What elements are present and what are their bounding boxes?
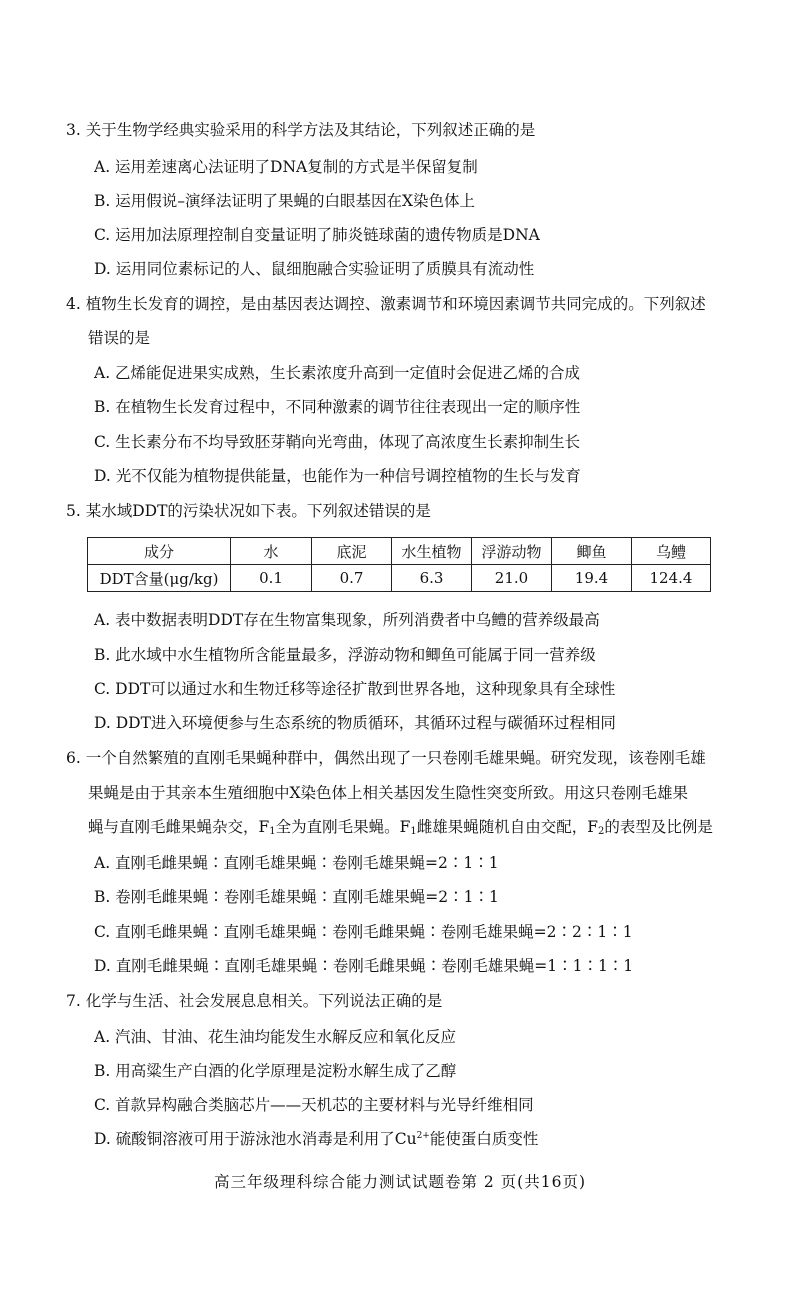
table-header-cell: 乌鳢 — [632, 538, 711, 565]
question-5-option-b: B. 此水域中水生植物所含能量最多，浮游动物和鲫鱼可能属于同一营养级 — [94, 646, 596, 664]
question-7-option-d — [94, 1128, 538, 1150]
question-4-stem-cont: 错误的是 — [88, 329, 151, 347]
table-header-row — [88, 538, 711, 565]
table-header-cell: 水 — [231, 538, 312, 565]
question-3-option-c: C. 运用加法原理控制自变量证明了肺炎链球菌的遗传物质是DNA — [94, 226, 540, 244]
table-cell: 124.4 — [632, 565, 711, 592]
table-cell: 6.3 — [392, 565, 472, 592]
question-4-option-d: D. 光不仅能为植物提供能量，也能作为一种信号调控植物的生长与发育 — [94, 467, 581, 485]
stem-text: 的表型及比例是 — [604, 818, 713, 836]
question-3-stem: 3. 关于生物学经典实验采用的科学方法及其结论，下列叙述正确的是 — [66, 121, 536, 139]
superscript: 2+ — [416, 1131, 430, 1141]
question-7-option-a: A. 汽油、甘油、花生油均能发生水解反应和氧化反应 — [94, 1028, 457, 1046]
option-text: D. 硫酸铜溶液可用于游泳池水消毒是利用了Cu — [94, 1130, 417, 1148]
question-4-option-b: B. 在植物生长发育过程中，不同种激素的调节往往表现出一定的顺序性 — [94, 398, 581, 416]
question-6-stem-cont-2 — [88, 816, 713, 838]
table-row — [88, 565, 711, 592]
question-4-option-a: A. 乙烯能促进果实成熟，生长素浓度升高到一定值时会促进乙烯的合成 — [94, 364, 581, 382]
question-3-option-a: A. 运用差速离心法证明了DNA复制的方式是半保留复制 — [94, 158, 478, 176]
question-6-option-c: C. 直刚毛雌果蝇∶直刚毛雄果蝇∶卷刚毛雌果蝇∶卷刚毛雄果蝇=2∶2∶1∶1 — [94, 923, 633, 941]
question-6-option-b: B. 卷刚毛雌果蝇∶卷刚毛雄果蝇∶直刚毛雄果蝇=2∶1∶1 — [94, 888, 499, 906]
question-6-stem-cont: 果蝇是由于其亲本生殖细胞中X染色体上相关基因发生隐性突变所致。用这只卷刚毛雄果 — [88, 784, 689, 802]
question-5-option-a: A. 表中数据表明DDT存在生物富集现象，所列消费者中乌鳢的营养级最高 — [94, 611, 600, 629]
stem-text: 雌雄果蝇随机自由交配，F — [416, 818, 599, 836]
option-text: 能使蛋白质变性 — [429, 1130, 539, 1148]
question-6-stem: 6. 一个自然繁殖的直刚毛果蝇种群中，偶然出现了一只卷刚毛雄果蝇。研究发现，该卷刚毛雄 — [66, 749, 706, 767]
question-7-option-c: C. 首款异构融合类脑芯片——天机芯的主要材料与光导纤维相同 — [94, 1096, 534, 1114]
stem-text: 全为直刚毛果蝇。F — [275, 818, 411, 836]
question-5-option-c: C. DDT可以通过水和生物迁移等途径扩散到世界各地，这种现象具有全球性 — [94, 680, 616, 698]
table-header-cell: 水生植物 — [392, 538, 472, 565]
question-5-option-d: D. DDT进入环境便参与生态系统的物质循环，其循环过程与碳循环过程相同 — [94, 714, 616, 732]
question-6-option-a: A. 直刚毛雌果蝇∶直刚毛雄果蝇∶卷刚毛雄果蝇=2∶1∶1 — [94, 854, 499, 872]
table-cell: 0.7 — [312, 565, 392, 592]
table-cell: 0.1 — [231, 565, 312, 592]
question-7-option-b: B. 用高粱生产白酒的化学原理是淀粉水解生成了乙醇 — [94, 1062, 457, 1080]
table-header-cell: 成分 — [88, 538, 231, 565]
table-header-cell: 浮游动物 — [472, 538, 552, 565]
stem-text: 蝇与直刚毛雌果蝇杂交，F — [88, 818, 270, 836]
subscript: 1 — [410, 826, 417, 837]
question-4-stem: 4. 植物生长发育的调控，是由基因表达调控、激素调节和环境因素调节共同完成的。下列叙述 — [66, 295, 706, 313]
table-cell: 19.4 — [552, 565, 632, 592]
table-row-label: DDT含量(μg/kg) — [88, 565, 231, 592]
question-4-option-c: C. 生长素分布不均导致胚芽鞘向光弯曲，体现了高浓度生长素抑制生长 — [94, 433, 581, 451]
table-header-cell: 底泥 — [312, 538, 392, 565]
question-7-stem: 7. 化学与生活、社会发展息息相关。下列说法正确的是 — [66, 992, 443, 1010]
table-cell: 21.0 — [472, 565, 552, 592]
question-6-option-d: D. 直刚毛雌果蝇∶直刚毛雄果蝇∶卷刚毛雌果蝇∶卷刚毛雄果蝇=1∶1∶1∶1 — [94, 957, 634, 975]
subscript: 2 — [598, 826, 605, 837]
subscript: 1 — [269, 826, 276, 837]
table-header-cell: 鲫鱼 — [552, 538, 632, 565]
question-3-option-d: D. 运用同位素标记的人、鼠细胞融合实验证明了质膜具有流动性 — [94, 260, 535, 278]
ddt-table — [87, 537, 711, 592]
page-footer: 高三年级理科综合能力测试试题卷第 2 页(共16页) — [213, 1173, 587, 1191]
question-3-option-b: B. 运用假说–演绎法证明了果蝇的白眼基因在X染色体上 — [94, 192, 476, 210]
question-5-stem: 5. 某水域DDT的污染状况如下表。下列叙述错误的是 — [66, 502, 431, 520]
